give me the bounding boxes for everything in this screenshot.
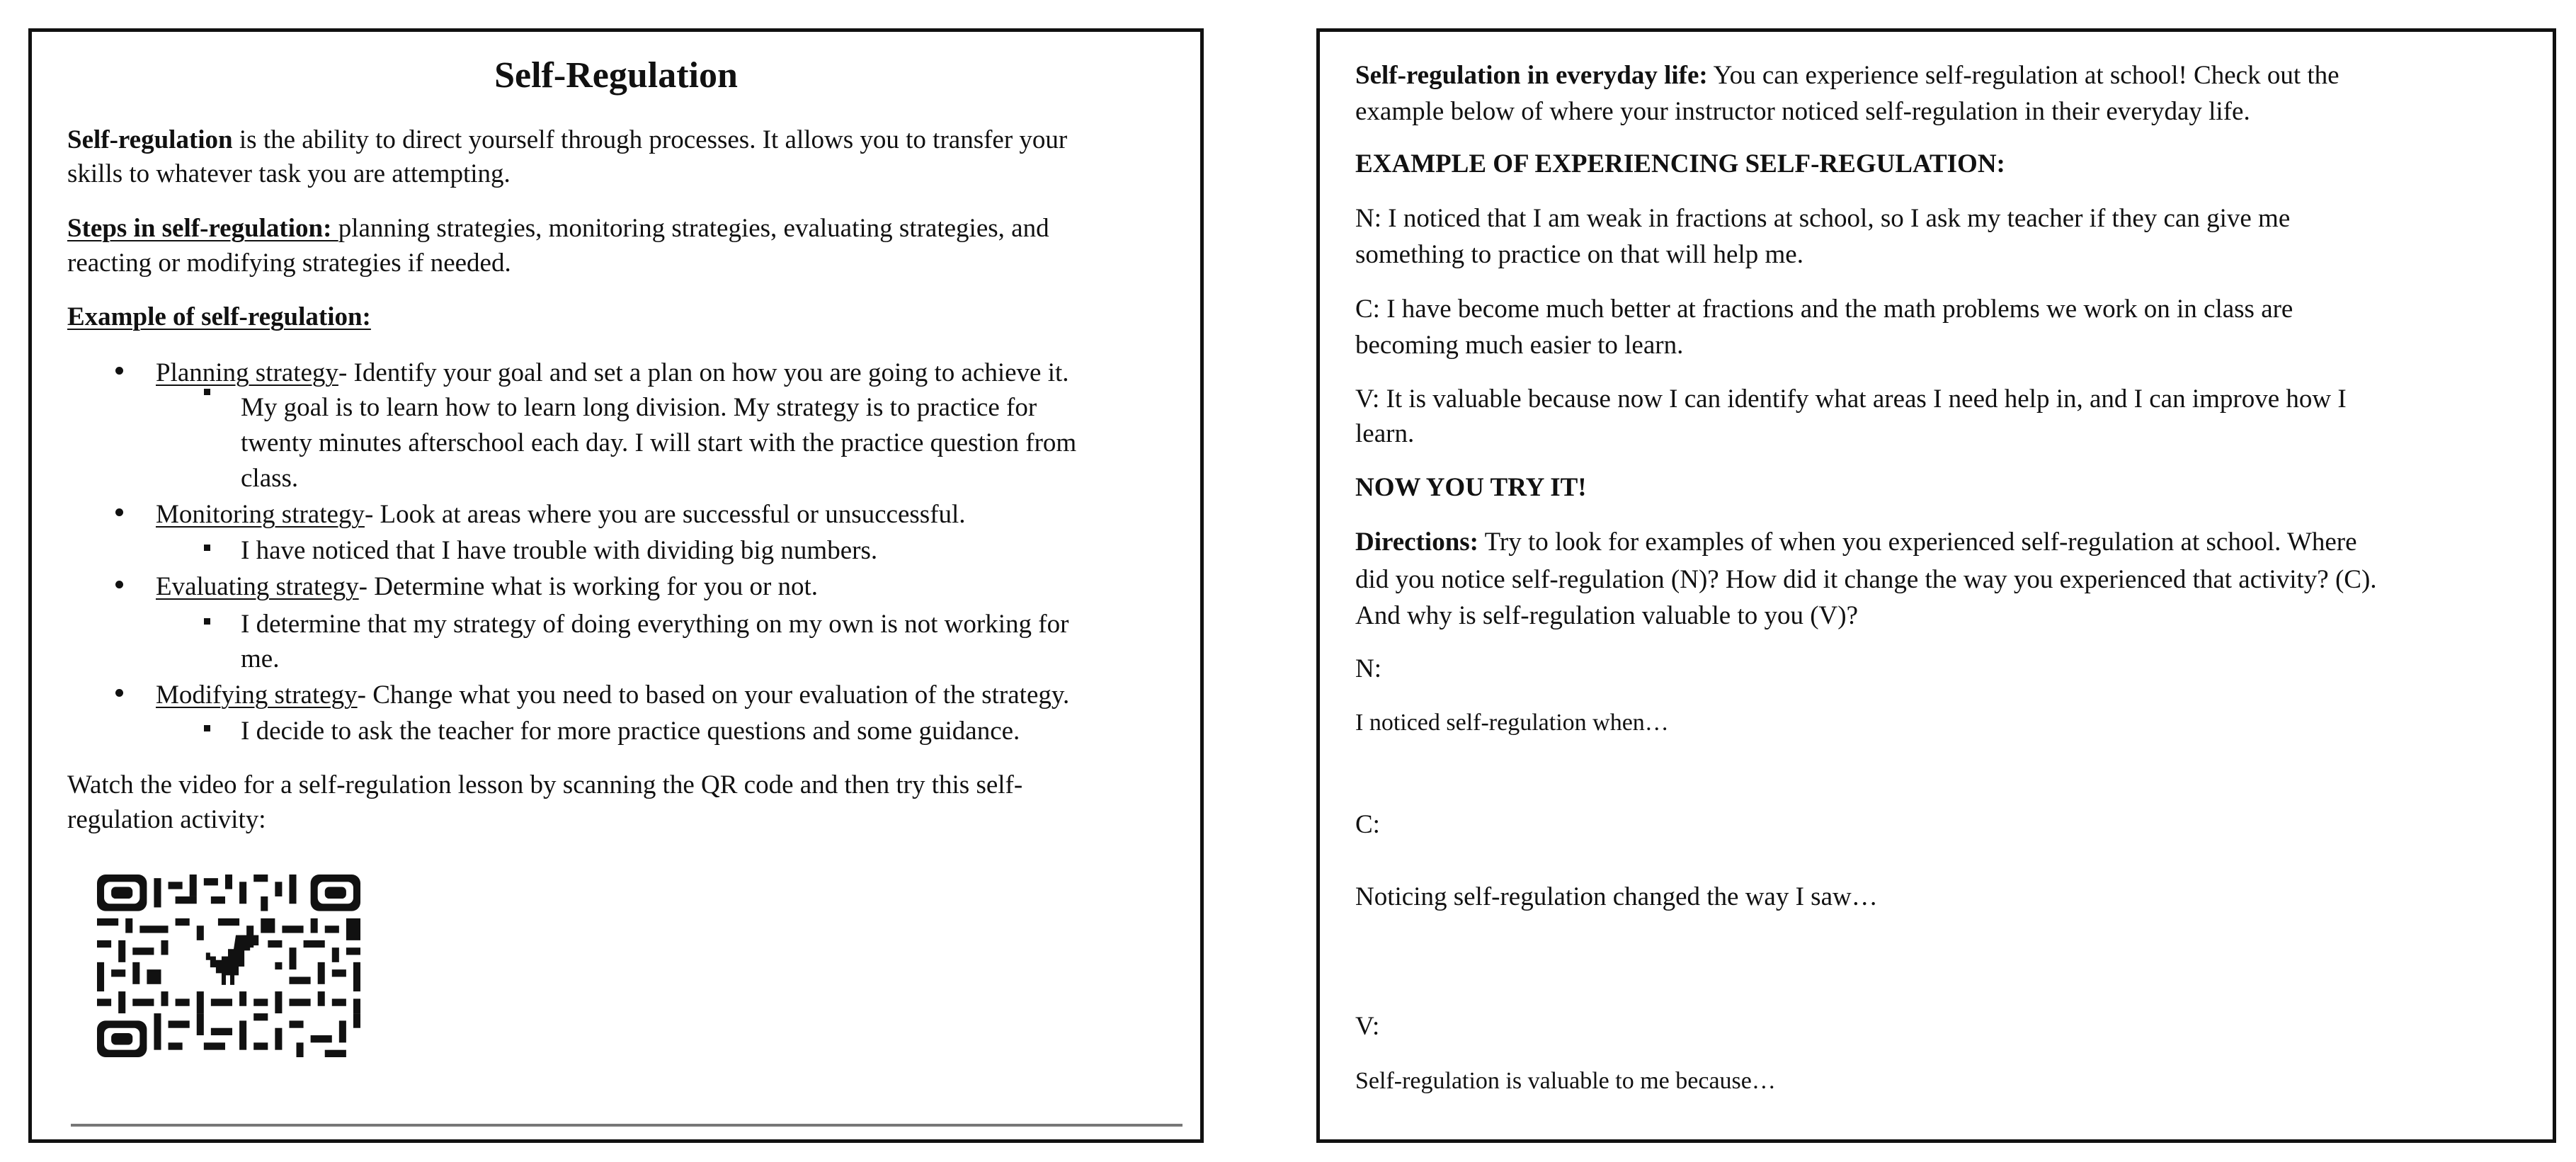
self-regulation-activity-panel <box>1316 28 2556 1143</box>
prompt-v-label: V: <box>1355 1012 1380 1041</box>
strategy-item-planning <box>156 355 1069 391</box>
prompt-c-starter[interactable]: Noticing self-regulation changed the way I saw… <box>1355 882 1878 911</box>
directions-label: Directions: <box>1355 528 1478 557</box>
strategy-example-line: class. <box>241 464 299 493</box>
strategy-name: Evaluating strategy <box>156 572 359 601</box>
strategy-example-line: twenty minutes afterschool each day. I will start with the practice question from <box>241 428 1077 457</box>
strategy-item-modifying <box>156 678 1069 713</box>
example-v-line-1: V: It is valuable because now I can identify what areas I need help in, and I can improve how I <box>1355 385 2347 414</box>
square-bullet-icon <box>204 389 210 395</box>
strategy-example-line: I have noticed that I have trouble with dividing big numbers. <box>241 536 878 565</box>
prompt-v-starter[interactable]: Self-regulation is valuable to me because… <box>1355 1068 1776 1094</box>
prompt-c-label: C: <box>1355 810 1380 839</box>
page-title: Self-Regulation <box>494 55 738 96</box>
directions-text: Try to look for examples of when you experienced self-regulation at school. Where <box>1478 528 2357 557</box>
square-bullet-icon <box>204 725 210 731</box>
strategy-description: - Change what you need to based on your evaluation of the strategy. <box>357 680 1070 710</box>
intro-line-2: example below of where your instructor noticed self-regulation in their everyday life. <box>1355 97 2250 126</box>
video-instruction-line-2: regulation activity: <box>67 805 266 834</box>
example-v-line-2: learn. <box>1355 419 1415 448</box>
try-it-heading: NOW YOU TRY IT! <box>1355 473 1587 502</box>
square-bullet-icon <box>204 545 210 551</box>
strategy-example-line: I decide to ask the teacher for more practice questions and some guidance. <box>241 717 1020 746</box>
bullet-icon <box>115 367 123 375</box>
strategy-item-evaluating <box>156 569 818 605</box>
strategy-description: - Look at areas where you are successful or unsuccessful. <box>364 500 966 529</box>
strategy-example-line: me. <box>241 644 280 673</box>
bullet-icon <box>115 581 123 588</box>
example-c-line-1: C: I have become much better at fractions and the math problems we work on in class are <box>1355 295 2293 324</box>
self-regulation-info-panel <box>28 28 1204 1143</box>
strategy-example-line: I determine that my strategy of doing everything on my own is not working for <box>241 610 1069 639</box>
example-c-line-2: becoming much easier to learn. <box>1355 331 1684 360</box>
strategy-name: Monitoring strategy <box>156 500 365 529</box>
example-heading: Example of self-regulation: <box>67 302 371 331</box>
strategy-name: Modifying strategy <box>156 680 358 710</box>
strategy-description: - Determine what is working for you or not. <box>358 572 819 601</box>
video-instruction-line-1: Watch the video for a self-regulation lesson by scanning the QR code and then try this self- <box>67 770 1023 799</box>
steps-label: Steps in self-regulation: <box>67 214 338 243</box>
definition-text: is the ability to direct yourself through processes. It allows you to transfer your <box>232 125 1068 154</box>
directions-line-1 <box>1355 525 2357 560</box>
prompt-n-starter[interactable]: I noticed self-regulation when… <box>1355 710 1669 736</box>
steps-text: planning strategies, monitoring strategies, evaluating strategies, and <box>338 214 1049 243</box>
qr-code-with-dinosaur-icon[interactable] <box>97 875 360 1057</box>
strategy-example-line: My goal is to learn how to learn long division. My strategy is to practice for <box>241 393 1037 422</box>
definition-line-2: skills to whatever task you are attempting. <box>67 159 511 188</box>
square-bullet-icon <box>204 618 210 625</box>
example-heading: EXAMPLE OF EXPERIENCING SELF-REGULATION: <box>1355 149 2005 178</box>
intro-line-1 <box>1355 58 2340 93</box>
bullet-icon <box>115 689 123 697</box>
strategy-name: Planning strategy <box>156 358 338 387</box>
directions-line-2: did you notice self-regulation (N)? How did it change the way you experienced that activity? (C). <box>1355 565 2377 594</box>
footer-divider <box>71 1124 1182 1127</box>
example-n-line-1: N: I noticed that I am weak in fractions at school, so I ask my teacher if they can give me <box>1355 204 2291 233</box>
definition-term: Self-regulation <box>67 125 233 154</box>
intro-label: Self-regulation in everyday life: <box>1355 61 1708 90</box>
steps-line-2: reacting or modifying strategies if needed. <box>67 249 511 278</box>
definition-line-1 <box>67 123 1067 158</box>
prompt-n-label: N: <box>1355 654 1381 683</box>
bullet-icon <box>115 508 123 516</box>
strategy-description: - Identify your goal and set a plan on how you are going to achieve it. <box>338 358 1069 387</box>
steps-line-1 <box>67 211 1049 246</box>
intro-text: You can experience self-regulation at school! Check out the <box>1707 61 2340 90</box>
directions-line-3: And why is self-regulation valuable to you (V)? <box>1355 601 1859 630</box>
strategy-item-monitoring <box>156 497 966 532</box>
example-n-line-2: something to practice on that will help me. <box>1355 240 1803 269</box>
